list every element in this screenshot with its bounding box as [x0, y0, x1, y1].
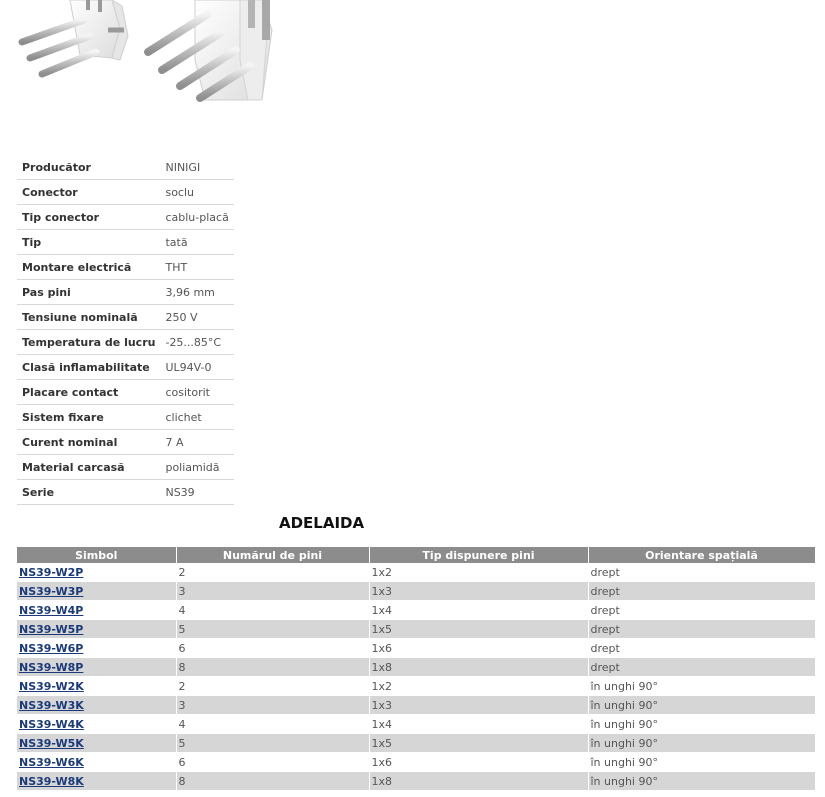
header-pin-count: Numărul de pini: [176, 547, 369, 563]
cell-simbol: [17, 772, 176, 791]
table-row: [17, 753, 815, 772]
cell-orientation: în unghi 90°: [588, 734, 815, 753]
connector-left: [22, 0, 128, 74]
table-row: [17, 563, 815, 582]
spec-row: [17, 380, 234, 405]
table-row: [17, 658, 815, 677]
connector-illustration: [0, 0, 300, 115]
cell-pin-count: 2: [176, 563, 369, 582]
table-row: [17, 582, 815, 601]
spec-key: Producător: [17, 155, 160, 180]
spec-key: Placare contact: [17, 380, 160, 405]
cell-simbol: [17, 753, 176, 772]
spec-key: Tensiune nominală: [17, 305, 160, 330]
spec-key: Clasă inflamabilitate: [17, 355, 160, 380]
product-link[interactable]: NS39-W2K: [19, 679, 84, 693]
spec-value: NINIGI: [160, 155, 233, 180]
cell-pin-layout: 1x5: [369, 620, 588, 639]
cell-pin-count: 8: [176, 772, 369, 791]
cell-pin-count: 2: [176, 677, 369, 696]
cell-pin-layout: 1x2: [369, 677, 588, 696]
connector-right: [148, 0, 272, 100]
spec-row: [17, 330, 234, 355]
table-row: [17, 715, 815, 734]
product-link[interactable]: NS39-W6K: [19, 755, 84, 769]
cell-pin-count: 3: [176, 582, 369, 601]
cell-pin-count: 6: [176, 639, 369, 658]
spec-row: [17, 230, 234, 255]
spec-key: Temperatura de lucru: [17, 330, 160, 355]
cell-simbol: [17, 696, 176, 715]
spec-key: Tip: [17, 230, 160, 255]
spec-value: clichet: [160, 405, 233, 430]
cell-orientation: în unghi 90°: [588, 772, 815, 791]
cell-simbol: [17, 734, 176, 753]
spec-value: soclu: [160, 180, 233, 205]
cell-simbol: [17, 582, 176, 601]
cell-simbol: [17, 658, 176, 677]
spec-row: [17, 180, 234, 205]
cell-pin-layout: 1x4: [369, 715, 588, 734]
spec-value: 250 V: [160, 305, 233, 330]
spec-value: cositorit: [160, 380, 233, 405]
table-row: [17, 601, 815, 620]
spec-row: [17, 280, 234, 305]
spec-value: UL94V-0: [160, 355, 233, 380]
cell-pin-layout: 1x5: [369, 734, 588, 753]
spec-row: [17, 205, 234, 230]
product-link[interactable]: NS39-W5P: [19, 622, 84, 636]
cell-pin-layout: 1x2: [369, 563, 588, 582]
spec-key: Serie: [17, 480, 160, 505]
spec-row: [17, 430, 234, 455]
spec-key: Sistem fixare: [17, 405, 160, 430]
table-row: [17, 639, 815, 658]
spec-value: tată: [160, 230, 233, 255]
cell-orientation: drept: [588, 601, 815, 620]
cell-orientation: în unghi 90°: [588, 715, 815, 734]
product-link[interactable]: NS39-W3P: [19, 584, 84, 598]
product-link[interactable]: NS39-W5K: [19, 736, 84, 750]
spec-value: NS39: [160, 480, 233, 505]
product-link[interactable]: NS39-W6P: [19, 641, 84, 655]
table-row: [17, 696, 815, 715]
spec-key: Pas pini: [17, 280, 160, 305]
cell-pin-count: 5: [176, 734, 369, 753]
cell-pin-count: 3: [176, 696, 369, 715]
cell-pin-layout: 1x8: [369, 772, 588, 791]
cell-orientation: drept: [588, 658, 815, 677]
cell-orientation: drept: [588, 620, 815, 639]
cell-orientation: în unghi 90°: [588, 677, 815, 696]
cell-pin-layout: 1x8: [369, 658, 588, 677]
section-title: ADELAIDA: [279, 514, 365, 532]
table-row: [17, 772, 815, 791]
cell-pin-count: 6: [176, 753, 369, 772]
cell-simbol: [17, 715, 176, 734]
cell-pin-layout: 1x3: [369, 582, 588, 601]
cell-pin-count: 8: [176, 658, 369, 677]
header-orientation: Orientare spațială: [588, 547, 815, 563]
spec-value: THT: [160, 255, 233, 280]
models-table: [17, 547, 816, 791]
spec-key: Material carcasă: [17, 455, 160, 480]
cell-simbol: [17, 563, 176, 582]
spec-key: Montare electrică: [17, 255, 160, 280]
cell-orientation: drept: [588, 582, 815, 601]
product-link[interactable]: NS39-W8P: [19, 660, 84, 674]
header-simbol: Simbol: [17, 547, 176, 563]
spec-value: cablu-placă: [160, 205, 233, 230]
models-header-row: [17, 547, 815, 563]
spec-row: [17, 405, 234, 430]
spec-key: Curent nominal: [17, 430, 160, 455]
cell-simbol: [17, 601, 176, 620]
cell-orientation: drept: [588, 639, 815, 658]
spec-row: [17, 455, 234, 480]
spec-value: -25...85°C: [160, 330, 233, 355]
table-row: [17, 677, 815, 696]
cell-pin-layout: 1x6: [369, 639, 588, 658]
cell-pin-count: 4: [176, 715, 369, 734]
cell-pin-count: 5: [176, 620, 369, 639]
cell-pin-count: 4: [176, 601, 369, 620]
specifications-table: [17, 155, 234, 505]
spec-key: Conector: [17, 180, 160, 205]
spec-value: 7 A: [160, 430, 233, 455]
cell-pin-layout: 1x4: [369, 601, 588, 620]
product-link[interactable]: NS39-W4K: [19, 717, 84, 731]
cell-pin-layout: 1x6: [369, 753, 588, 772]
spec-row: [17, 305, 234, 330]
product-link[interactable]: NS39-W4P: [19, 603, 84, 617]
spec-row: [17, 155, 234, 180]
spec-value: 3,96 mm: [160, 280, 233, 305]
spec-row: [17, 255, 234, 280]
cell-orientation: în unghi 90°: [588, 696, 815, 715]
cell-simbol: [17, 639, 176, 658]
table-row: [17, 620, 815, 639]
spec-row: [17, 480, 234, 505]
cell-orientation: drept: [588, 563, 815, 582]
cell-pin-layout: 1x3: [369, 696, 588, 715]
cell-simbol: [17, 620, 176, 639]
spec-key: Tip conector: [17, 205, 160, 230]
product-link[interactable]: NS39-W3K: [19, 698, 84, 712]
spec-row: [17, 355, 234, 380]
spec-value: poliamidă: [160, 455, 233, 480]
product-link[interactable]: NS39-W8K: [19, 774, 84, 788]
product-link[interactable]: NS39-W2P: [19, 565, 84, 579]
cell-orientation: în unghi 90°: [588, 753, 815, 772]
product-photo: [0, 0, 300, 115]
table-row: [17, 734, 815, 753]
cell-simbol: [17, 677, 176, 696]
header-pin-layout: Tip dispunere pini: [369, 547, 588, 563]
